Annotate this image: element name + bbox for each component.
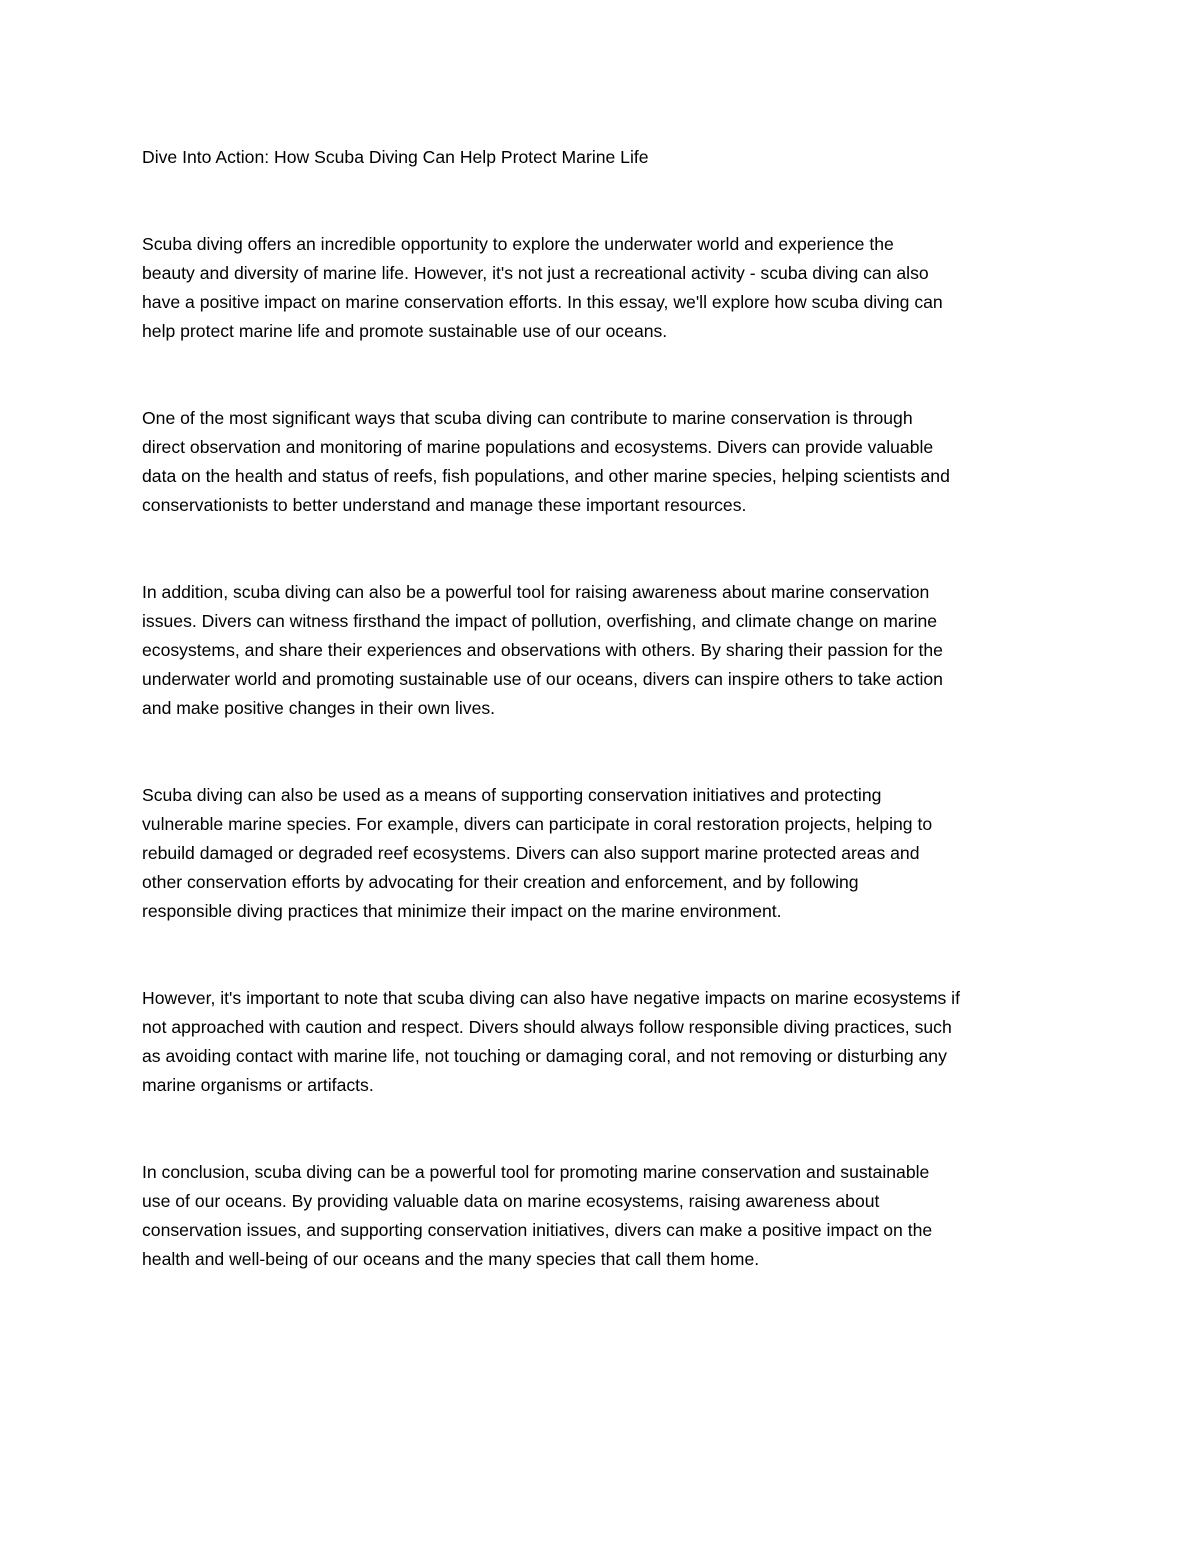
paragraph-line: One of the most significant ways that scuba diving can contribute to marine conservation is through [142,408,913,428]
paragraph-line: use of our oceans. By providing valuable data on marine ecosystems, raising awareness about [142,1191,880,1211]
paragraph-line: other conservation efforts by advocating for their creation and enforcement, and by following [142,872,859,892]
paragraph-line: not approached with caution and respect. Divers should always follow responsible diving practices, such [142,1017,952,1037]
paragraph-line: Scuba diving can also be used as a means of supporting conservation initiatives and protecting [142,785,882,805]
paragraph-line: vulnerable marine species. For example, divers can participate in coral restoration projects, helping to [142,814,933,834]
paragraph-list [142,230,1067,1274]
paragraph [142,1158,1067,1274]
paragraph-line: conservationists to better understand and manage these important resources. [142,495,747,515]
paragraph-line: direct observation and monitoring of marine populations and ecosystems. Divers can provide valuable [142,437,934,457]
paragraph [142,781,1067,926]
paragraph-line: and make positive changes in their own lives. [142,698,496,718]
paragraph [142,230,1067,346]
paragraph [142,984,1067,1100]
paragraph-line: marine organisms or artifacts. [142,1075,374,1095]
paragraph-line: conservation issues, and supporting conservation initiatives, divers can make a positive impact on the [142,1220,933,1240]
paragraph-line: data on the health and status of reefs, fish populations, and other marine species, helping scientists and [142,466,950,486]
paragraph-line: rebuild damaged or degraded reef ecosystems. Divers can also support marine protected areas and [142,843,920,863]
paragraph-line: issues. Divers can witness firsthand the impact of pollution, overfishing, and climate change on marine [142,611,938,631]
paragraph-line: However, it's important to note that scuba diving can also have negative impacts on marine ecosystems if [142,988,960,1008]
paragraph-line: health and well-being of our oceans and the many species that call them home. [142,1249,760,1269]
paragraph [142,578,1067,723]
paragraph-line: have a positive impact on marine conservation efforts. In this essay, we'll explore how scuba diving can [142,292,943,312]
paragraph-line: beauty and diversity of marine life. However, it's not just a recreational activity - scuba diving can also [142,263,929,283]
paragraph-line: ecosystems, and share their experiences and observations with others. By sharing their passion for the [142,640,943,660]
paragraph-line: responsible diving practices that minimize their impact on the marine environment. [142,901,782,921]
paragraph-line: underwater world and promoting sustainable use of our oceans, divers can inspire others to take action [142,669,943,689]
paragraph-line: In conclusion, scuba diving can be a powerful tool for promoting marine conservation and sustainable [142,1162,930,1182]
paragraph-line: Scuba diving offers an incredible opportunity to explore the underwater world and experience the [142,234,894,254]
paragraph [142,404,1067,520]
paragraph-line: In addition, scuba diving can also be a powerful tool for raising awareness about marine conservation [142,582,930,602]
paragraph-line: help protect marine life and promote sustainable use of our oceans. [142,321,668,341]
document-title: Dive Into Action: How Scuba Diving Can Help Protect Marine Life [142,147,649,167]
paragraph-line: as avoiding contact with marine life, not touching or damaging coral, and not removing or disturbing any [142,1046,947,1066]
document-body [142,143,1067,1332]
